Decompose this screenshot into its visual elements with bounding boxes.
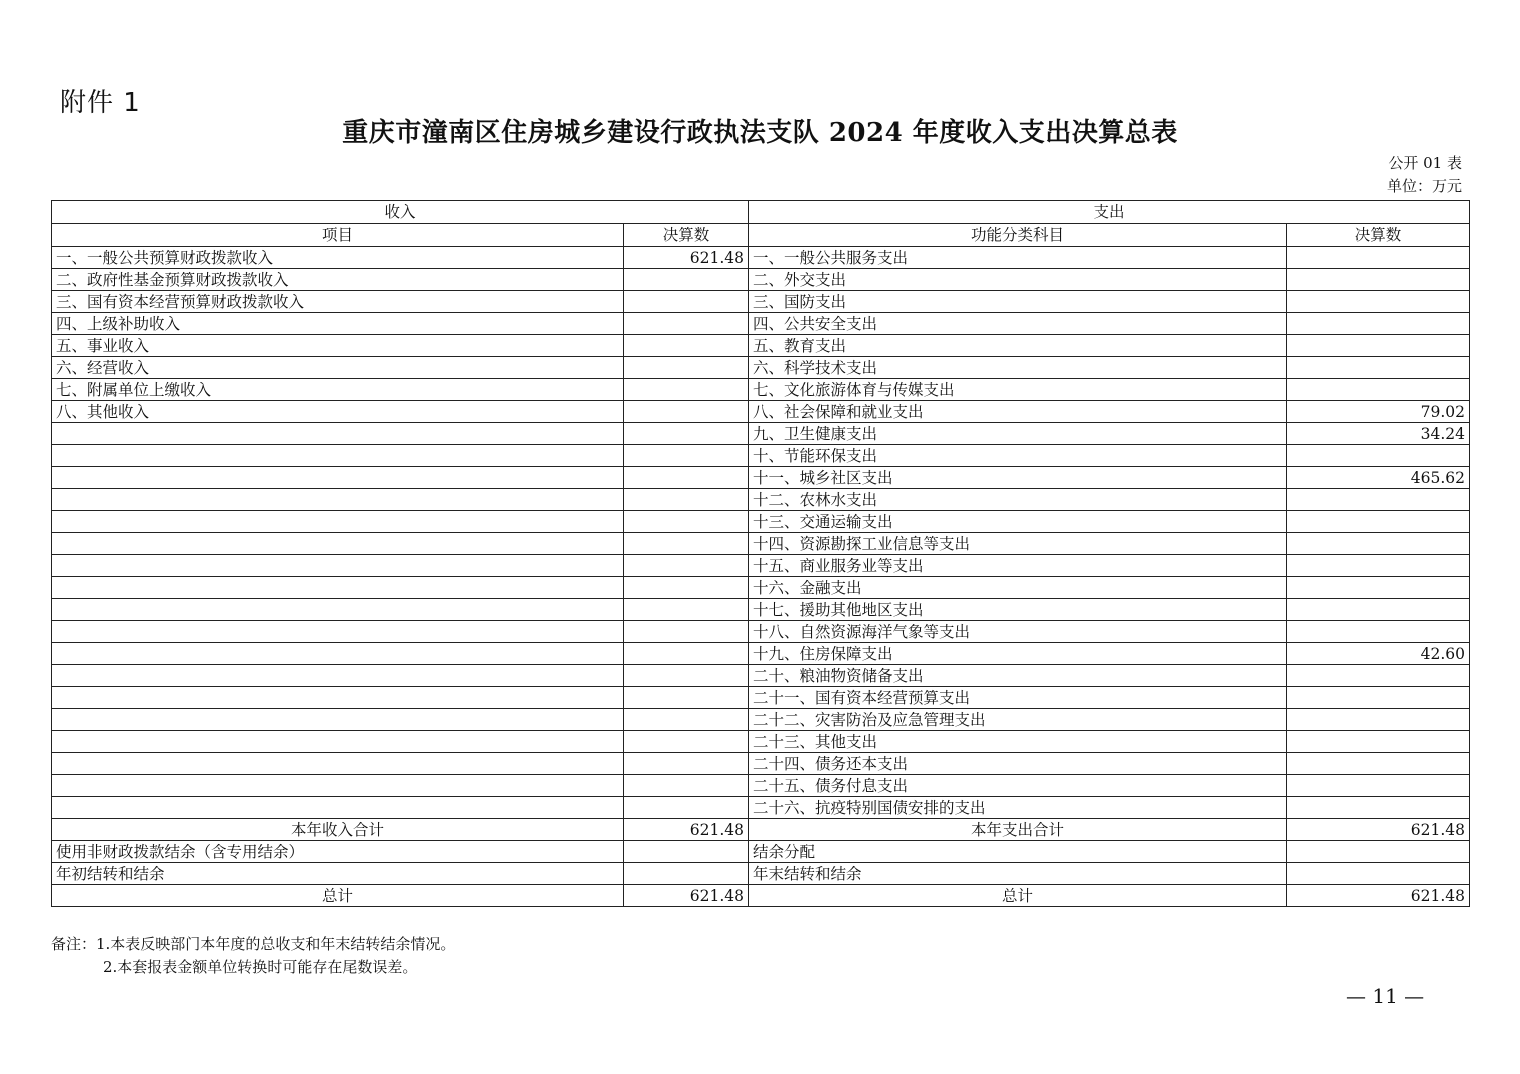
table-row xyxy=(52,555,1470,577)
income-amount-cell xyxy=(624,555,749,577)
income-item-cell: 五、事业收入 xyxy=(52,335,624,357)
summary-row xyxy=(52,885,1470,907)
page-title: 重庆市潼南区住房城乡建设行政执法支队 2024 年度收入支出决算总表 xyxy=(342,118,1178,148)
income-amount-cell xyxy=(624,731,749,753)
summary-row xyxy=(52,863,1470,885)
income-amount-cell xyxy=(624,313,749,335)
income-amount-cell xyxy=(624,335,749,357)
income-amount-cell xyxy=(624,467,749,489)
income-amount-cell xyxy=(624,775,749,797)
expense-amount-cell: 621.48 xyxy=(1287,819,1470,841)
table-row xyxy=(52,489,1470,511)
table-row xyxy=(52,445,1470,467)
expense-amount-cell xyxy=(1287,269,1470,291)
expense-item-cell: 二十四、债务还本支出 xyxy=(749,753,1287,775)
table-row xyxy=(52,643,1470,665)
expense-amount-cell: 42.60 xyxy=(1287,643,1470,665)
col-function-header: 功能分类科目 xyxy=(749,224,1287,247)
expense-amount-cell xyxy=(1287,731,1470,753)
income-amount-cell xyxy=(624,687,749,709)
income-item-cell xyxy=(52,533,624,555)
expense-item-cell: 十五、商业服务业等支出 xyxy=(749,555,1287,577)
expense-amount-cell xyxy=(1287,291,1470,313)
table-row xyxy=(52,357,1470,379)
income-amount-cell xyxy=(624,511,749,533)
expense-amount-cell: 79.02 xyxy=(1287,401,1470,423)
expense-amount-cell xyxy=(1287,511,1470,533)
income-item-cell: 年初结转和结余 xyxy=(52,863,624,885)
income-amount-cell xyxy=(624,445,749,467)
expense-item-cell: 十一、城乡社区支出 xyxy=(749,467,1287,489)
income-amount-cell xyxy=(624,599,749,621)
income-item-cell: 六、经营收入 xyxy=(52,357,624,379)
expense-amount-cell xyxy=(1287,753,1470,775)
income-amount-cell xyxy=(624,753,749,775)
expense-amount-cell xyxy=(1287,687,1470,709)
expense-item-cell: 十四、资源勘探工业信息等支出 xyxy=(749,533,1287,555)
expense-item-cell: 年末结转和结余 xyxy=(749,863,1287,885)
income-amount-cell xyxy=(624,423,749,445)
income-item-cell xyxy=(52,489,624,511)
expense-item-cell: 总计 xyxy=(749,885,1287,907)
table-row xyxy=(52,533,1470,555)
table-row xyxy=(52,731,1470,753)
page-number: — 11 — xyxy=(1346,984,1425,1008)
expense-item-cell: 十三、交通运输支出 xyxy=(749,511,1287,533)
income-item-cell xyxy=(52,599,624,621)
table-row xyxy=(52,753,1470,775)
table-row xyxy=(52,423,1470,445)
income-item-cell xyxy=(52,555,624,577)
table-code: 公开 01 表 xyxy=(1388,154,1462,172)
income-item-cell xyxy=(52,687,624,709)
table-row xyxy=(52,775,1470,797)
col-amount-header: 决算数 xyxy=(624,224,749,247)
expense-item-cell: 十、节能环保支出 xyxy=(749,445,1287,467)
income-item-cell xyxy=(52,511,624,533)
income-amount-cell: 621.48 xyxy=(624,819,749,841)
income-item-cell: 总计 xyxy=(52,885,624,907)
income-amount-cell xyxy=(624,533,749,555)
expense-amount-cell xyxy=(1287,621,1470,643)
table-subheader-row xyxy=(52,224,1470,247)
expense-item-cell: 五、教育支出 xyxy=(749,335,1287,357)
expense-item-cell: 十二、农林水支出 xyxy=(749,489,1287,511)
table-row xyxy=(52,665,1470,687)
expense-amount-cell xyxy=(1287,247,1470,269)
summary-row xyxy=(52,819,1470,841)
summary-row xyxy=(52,841,1470,863)
note-line-2: 2.本套报表金额单位转换时可能存在尾数误差。 xyxy=(103,958,418,976)
note-line-1: 备注：1.本表反映部门本年度的总收支和年末结转结余情况。 xyxy=(51,935,456,953)
expense-amount-cell xyxy=(1287,489,1470,511)
income-item-cell xyxy=(52,445,624,467)
table-header-row xyxy=(52,201,1470,224)
income-item-cell xyxy=(52,467,624,489)
expense-item-cell: 二十六、抗疫特别国债安排的支出 xyxy=(749,797,1287,819)
table-row xyxy=(52,313,1470,335)
col-amount2-header: 决算数 xyxy=(1287,224,1470,247)
attachment-label: 附件 1 xyxy=(60,88,141,118)
table-row xyxy=(52,467,1470,489)
income-header: 收入 xyxy=(52,201,749,224)
income-item-cell: 四、上级补助收入 xyxy=(52,313,624,335)
expense-item-cell: 十八、自然资源海洋气象等支出 xyxy=(749,621,1287,643)
expense-item-cell: 六、科学技术支出 xyxy=(749,357,1287,379)
income-amount-cell xyxy=(624,797,749,819)
table-row xyxy=(52,621,1470,643)
table-row xyxy=(52,335,1470,357)
income-amount-cell xyxy=(624,401,749,423)
expense-amount-cell xyxy=(1287,841,1470,863)
income-amount-cell xyxy=(624,489,749,511)
expense-amount-cell xyxy=(1287,533,1470,555)
table-row xyxy=(52,797,1470,819)
table-row xyxy=(52,511,1470,533)
unit-label: 单位：万元 xyxy=(1386,177,1462,195)
expense-amount-cell xyxy=(1287,709,1470,731)
income-item-cell: 二、政府性基金预算财政拨款收入 xyxy=(52,269,624,291)
expense-amount-cell xyxy=(1287,357,1470,379)
expense-item-cell: 四、公共安全支出 xyxy=(749,313,1287,335)
expense-item-cell: 三、国防支出 xyxy=(749,291,1287,313)
income-amount-cell: 621.48 xyxy=(624,885,749,907)
income-item-cell xyxy=(52,753,624,775)
expense-amount-cell xyxy=(1287,863,1470,885)
table-row xyxy=(52,291,1470,313)
expense-item-cell: 结余分配 xyxy=(749,841,1287,863)
income-item-cell xyxy=(52,731,624,753)
income-item-cell: 本年收入合计 xyxy=(52,819,624,841)
income-item-cell: 八、其他收入 xyxy=(52,401,624,423)
expense-amount-cell xyxy=(1287,599,1470,621)
expense-amount-cell: 465.62 xyxy=(1287,467,1470,489)
income-amount-cell: 621.48 xyxy=(624,247,749,269)
expense-amount-cell xyxy=(1287,313,1470,335)
col-item-header: 项目 xyxy=(52,224,624,247)
expense-amount-cell xyxy=(1287,445,1470,467)
expense-item-cell: 十六、金融支出 xyxy=(749,577,1287,599)
table-row xyxy=(52,269,1470,291)
income-item-cell xyxy=(52,621,624,643)
income-item-cell xyxy=(52,643,624,665)
expense-item-cell: 二十二、灾害防治及应急管理支出 xyxy=(749,709,1287,731)
expense-amount-cell xyxy=(1287,555,1470,577)
table-row xyxy=(52,247,1470,269)
expense-item-cell: 十七、援助其他地区支出 xyxy=(749,599,1287,621)
expense-item-cell: 八、社会保障和就业支出 xyxy=(749,401,1287,423)
expense-item-cell: 七、文化旅游体育与传媒支出 xyxy=(749,379,1287,401)
income-item-cell: 一、一般公共预算财政拨款收入 xyxy=(52,247,624,269)
income-amount-cell xyxy=(624,357,749,379)
expense-item-cell: 二、外交支出 xyxy=(749,269,1287,291)
income-amount-cell xyxy=(624,665,749,687)
income-amount-cell xyxy=(624,577,749,599)
income-amount-cell xyxy=(624,841,749,863)
income-amount-cell xyxy=(624,379,749,401)
expense-amount-cell xyxy=(1287,775,1470,797)
expense-amount-cell xyxy=(1287,335,1470,357)
table-row xyxy=(52,599,1470,621)
income-amount-cell xyxy=(624,291,749,313)
table-row xyxy=(52,379,1470,401)
income-amount-cell xyxy=(624,709,749,731)
income-item-cell xyxy=(52,775,624,797)
table-row xyxy=(52,577,1470,599)
income-item-cell: 三、国有资本经营预算财政拨款收入 xyxy=(52,291,624,313)
expense-item-cell: 九、卫生健康支出 xyxy=(749,423,1287,445)
expense-amount-cell xyxy=(1287,379,1470,401)
table-row xyxy=(52,709,1470,731)
budget-table xyxy=(51,200,1470,907)
expense-item-cell: 十九、住房保障支出 xyxy=(749,643,1287,665)
expense-item-cell: 二十三、其他支出 xyxy=(749,731,1287,753)
expense-amount-cell xyxy=(1287,577,1470,599)
expense-item-cell: 二十、粮油物资储备支出 xyxy=(749,665,1287,687)
income-item-cell xyxy=(52,577,624,599)
income-item-cell xyxy=(52,423,624,445)
income-item-cell xyxy=(52,665,624,687)
expense-amount-cell xyxy=(1287,797,1470,819)
table-row xyxy=(52,687,1470,709)
expense-amount-cell: 34.24 xyxy=(1287,423,1470,445)
income-amount-cell xyxy=(624,269,749,291)
expense-item-cell: 本年支出合计 xyxy=(749,819,1287,841)
table-row xyxy=(52,401,1470,423)
income-amount-cell xyxy=(624,863,749,885)
expense-item-cell: 一、一般公共服务支出 xyxy=(749,247,1287,269)
income-item-cell: 使用非财政拨款结余（含专用结余） xyxy=(52,841,624,863)
income-amount-cell xyxy=(624,621,749,643)
notes xyxy=(51,933,455,979)
income-item-cell: 七、附属单位上缴收入 xyxy=(52,379,624,401)
expense-item-cell: 二十五、债务付息支出 xyxy=(749,775,1287,797)
expense-header: 支出 xyxy=(749,201,1470,224)
expense-item-cell: 二十一、国有资本经营预算支出 xyxy=(749,687,1287,709)
income-amount-cell xyxy=(624,643,749,665)
income-item-cell xyxy=(52,709,624,731)
expense-amount-cell: 621.48 xyxy=(1287,885,1470,907)
expense-amount-cell xyxy=(1287,665,1470,687)
income-item-cell xyxy=(52,797,624,819)
